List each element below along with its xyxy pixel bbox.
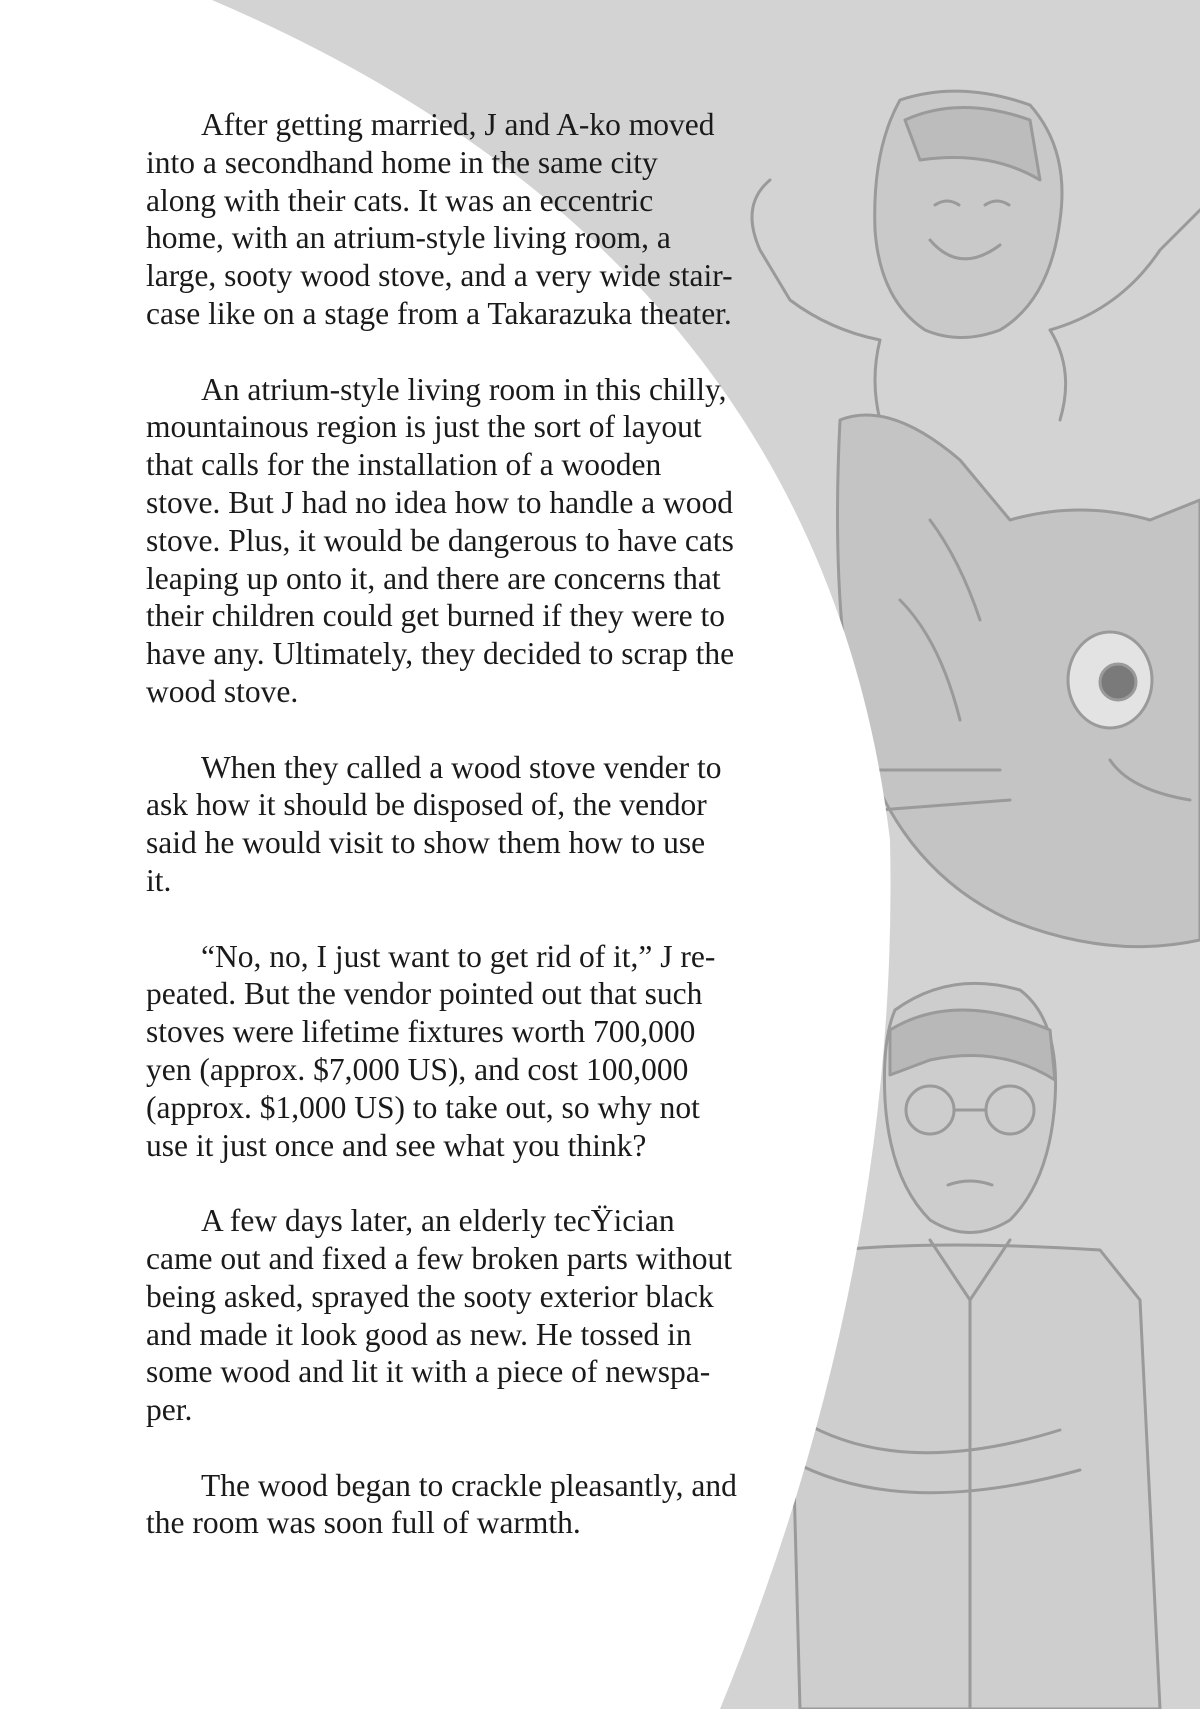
story-text (146, 106, 796, 1580)
paragraph-5: A few days later, an elderly tecŸician came out and fixed a few broken parts without being asked, sprayed the sooty exterior black and made it look good as new. He tossed in some wood and lit it with a piece of newspa- per. (146, 1203, 733, 1428)
paragraph-6: The wood began to crackle pleasantly, and the room was soon full of warmth. (146, 1467, 737, 1541)
paragraph-1: After getting married, J and A-ko moved into a secondhand home in the same city along with their cats. It was an eccentric home, with an atrium-style living room, a large, sooty wood stove, and a very wide stair- case like on a stage from a Takarazuka theater. (146, 107, 733, 331)
paragraph-4: “No, no, I just want to get rid of it,” J re- peated. But the vendor pointed out that such stoves were lifetime fixtures worth 700,000 yen (approx. $7,000 US), and cost 100,000 (approx. $1,000 US) to take out, so why not use it just once and see what you think? (146, 938, 716, 1163)
paragraph-2: An atrium-style living room in this chilly, mountainous region is just the sort of layout that calls for the installation of a wooden stove. But J had no idea how to handle a wood stove. Plus, it would be dangerous to have cats leaping up onto it, and there are concerns that their children could get burned if they were to have any. Ultimately, they decided to scrap the wood stove. (146, 371, 735, 709)
paragraph-3: When they called a wood stove vender to ask how it should be disposed of, the vendor said he would visit to show them how to use it. (146, 749, 722, 898)
